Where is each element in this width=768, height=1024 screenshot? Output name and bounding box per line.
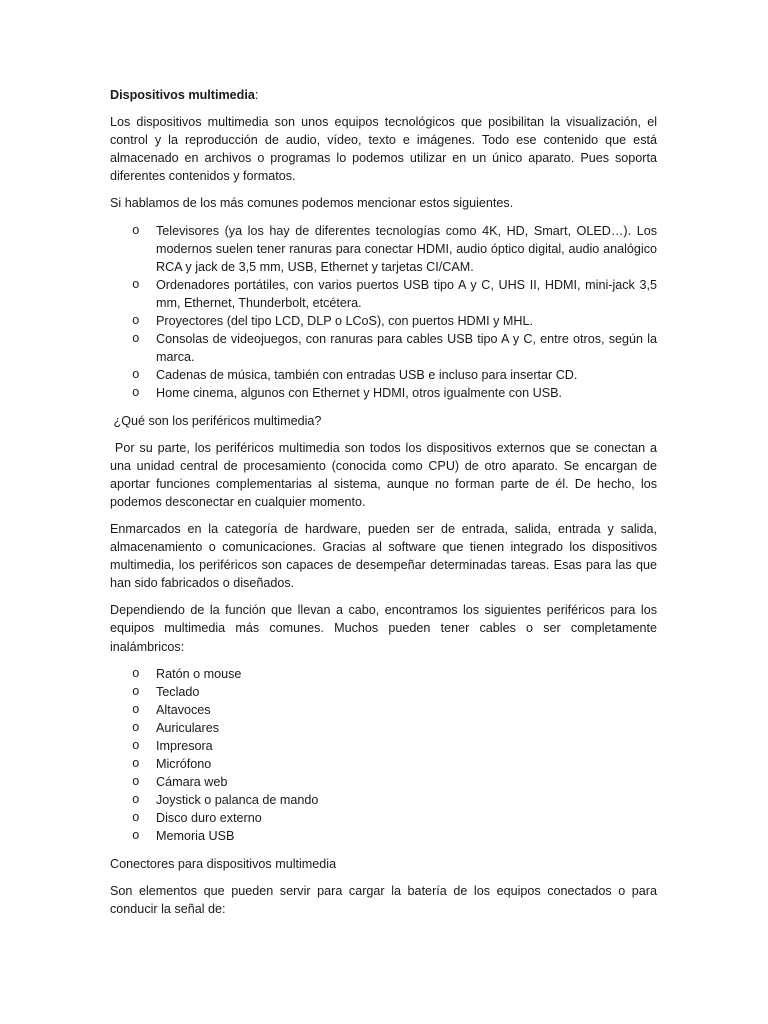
section-heading-colon: :: [254, 88, 259, 102]
section-heading: [110, 86, 657, 104]
list-item: [110, 791, 657, 809]
list-item-text: Ratón o mouse: [156, 666, 242, 681]
bullet-marker: o: [132, 314, 140, 329]
list-item-text: Home cinema, algunos con Ethernet y HDMI, otros igualmente con USB.: [156, 386, 562, 401]
paragraph-common-devices: Si hablamos de los más comunes podemos mencionar estos siguientes.: [110, 196, 514, 211]
list-item: [110, 755, 657, 773]
list-item-text: Altavoces: [156, 702, 211, 717]
list-item-text: Ordenadores portátiles, con varios puertos USB tipo A y C, UHS II, HDMI, mini-jack 3,5 mm, Ethernet, Thunderbolt, etcétera.: [156, 277, 657, 310]
devices-list: [110, 222, 657, 403]
list-item: [110, 827, 657, 845]
list-item-text: Cadenas de música, también con entradas USB e incluso para insertar CD.: [156, 368, 578, 383]
list-item-text: Teclado: [156, 684, 200, 699]
bullet-marker: o: [132, 223, 140, 238]
bullet-marker: o: [132, 386, 140, 401]
list-item: [110, 384, 657, 402]
paragraph-intro: Los dispositivos multimedia son unos equipos tecnológicos que posibilitan la visualización, el control y la reproducción de audio, vídeo, texto e imágenes. Todo ese contenido que está almacenado en archivos o programas lo podemos utilizar en un único aparato. Pues soporta diferentes contenidos y formatos.: [110, 115, 657, 184]
list-item: [110, 665, 657, 683]
list-item: [110, 366, 657, 384]
bullet-marker: o: [132, 368, 140, 383]
list-item: [110, 737, 657, 755]
list-item-text: Micrófono: [156, 757, 212, 772]
section-heading-title: Dispositivos multimedia: [110, 88, 255, 102]
bullet-marker: o: [132, 757, 140, 772]
list-item-text: Consolas de videojuegos, con ranuras para cables USB tipo A y C, entre otros, según la marca.: [156, 332, 657, 365]
list-item: [110, 330, 657, 366]
list-item-text: Proyectores (del tipo LCD, DLP o LCoS), con puertos HDMI y MHL.: [156, 314, 534, 329]
bullet-marker: o: [132, 829, 140, 844]
list-item: [110, 222, 657, 276]
list-item: [110, 773, 657, 791]
list-item: [110, 701, 657, 719]
bullet-marker: o: [132, 702, 140, 717]
list-item: [110, 276, 657, 312]
list-item-text: Impresora: [156, 739, 213, 753]
paragraph-hardware-category: Enmarcados en la categoría de hardware, pueden ser de entrada, salida, entrada y salida, almacenamiento o comunicaciones. Gracias al software que tienen integrado los dispositivos multimedia, los periféricos son capaces de desempeñar determinadas tareas. Esas para las que han sido fabricados o diseñados.: [110, 521, 657, 591]
list-item: [110, 719, 657, 737]
list-item: [110, 809, 657, 827]
list-item-text: Disco duro externo: [156, 811, 262, 826]
bullet-marker: o: [132, 811, 140, 826]
question-peripherals-text: ¿Qué son los periféricos multimedia?: [113, 413, 322, 428]
bullet-marker: o: [132, 739, 140, 753]
bullet-marker: o: [132, 720, 140, 735]
paragraph-peripherals-intro: Dependiendo de la función que llevan a cabo, encontramos los siguientes periféricos para los equipos multimedia más comunes. Muchos pueden tener cables o ser completamente inalámbricos:: [110, 603, 657, 654]
bullet-marker: o: [132, 666, 140, 681]
bullet-marker: o: [132, 332, 140, 347]
paragraph-peripherals-definition-text: Por su parte, los periféricos multimedia son todos los dispositivos externos que se conectan a una unidad central de procesamiento (conocida como CPU) de otro aparato. Se encargan de aportar funciones complementarias al sistema, aunque no forman parte de él. De hecho, los podemos desconectar en cualquier momento.: [110, 440, 657, 509]
paragraph-connectors: Son elementos que pueden servir para cargar la batería de los equipos conectados o para conducir la señal de:: [110, 883, 657, 916]
list-item-text: Televisores (ya los hay de diferentes tecnologías como 4K, HD, Smart, OLED…). Los modernos suelen tener ranuras para conectar HDMI, audio óptico digital, audio analógico RCA y jack de 3,5 mm, USB, Ethernet y tarjetas CI/CAM.: [156, 223, 657, 274]
list-item-text: Cámara web: [156, 775, 228, 790]
heading-connectors: Conectores para dispositivos multimedia: [110, 856, 337, 871]
document-page: [110, 86, 657, 927]
peripherals-list: [110, 665, 657, 846]
bullet-marker: o: [132, 775, 140, 790]
list-item-text: Memoria USB: [156, 829, 235, 844]
list-item-text: Joystick o palanca de mando: [156, 793, 319, 808]
list-item: [110, 683, 657, 701]
list-item-text: Auriculares: [156, 720, 219, 735]
bullet-marker: o: [132, 277, 140, 292]
question-peripherals: [110, 412, 657, 430]
bullet-marker: o: [132, 793, 140, 808]
paragraph-peripherals-definition: [110, 439, 657, 511]
list-item: [110, 312, 657, 330]
bullet-marker: o: [132, 684, 140, 699]
